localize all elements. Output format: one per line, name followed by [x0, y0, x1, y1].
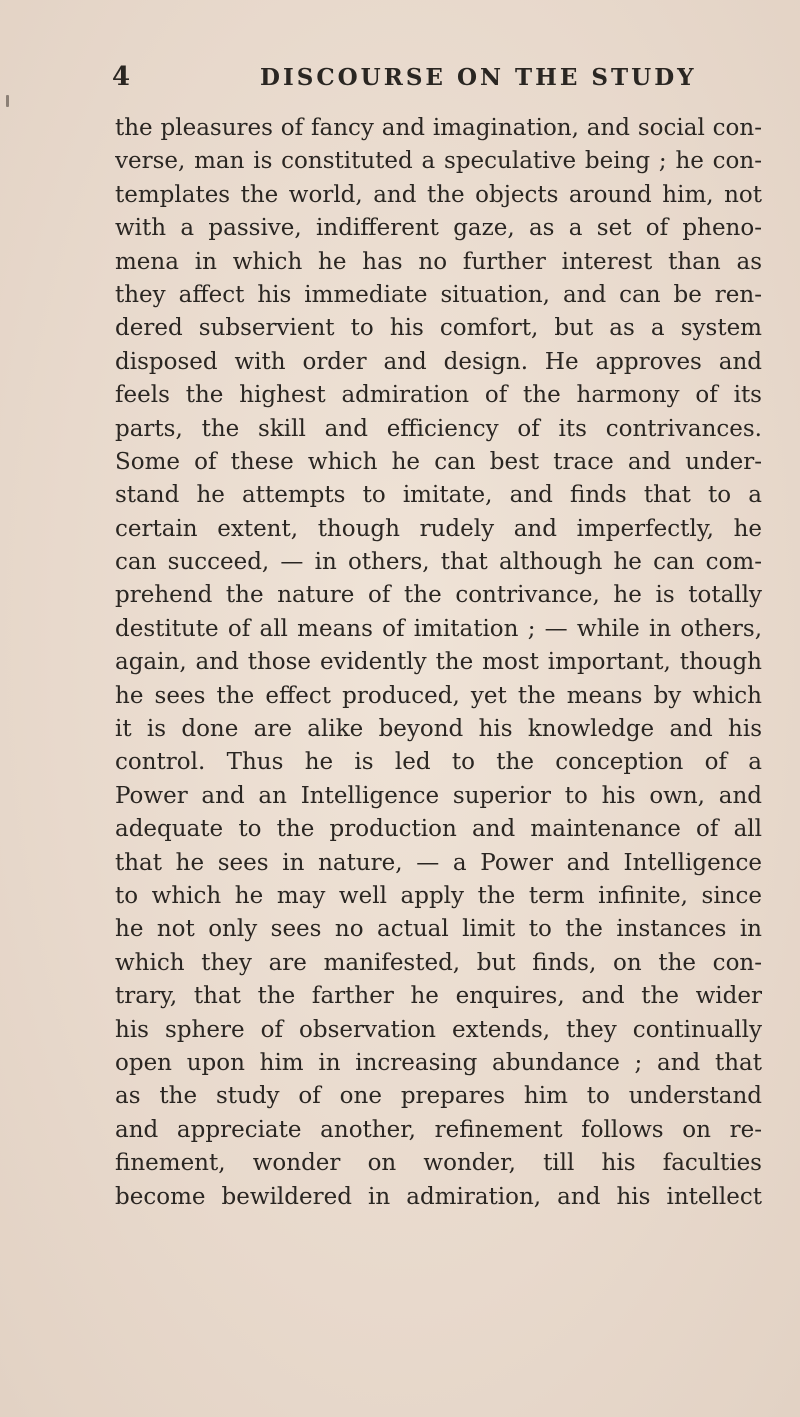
text-line: finement, wonder on wonder, till his faculties: [115, 1150, 762, 1177]
text-line: Power and an Intelligence superior to his own, and: [115, 782, 762, 809]
text-line: templates the world, and the objects around him, not: [115, 181, 762, 208]
text-line: open upon him in increasing abundance ; and that: [115, 1049, 762, 1076]
margin-mark: [6, 95, 9, 107]
text-line: control. Thus he is led to the conception of a: [115, 749, 762, 776]
text-line: to which he may well apply the term infinite, since: [115, 882, 762, 909]
text-line: become bewildered in admiration, and his intellect: [115, 1183, 762, 1210]
text-line: and appreciate another, refinement follows on re-: [115, 1116, 762, 1143]
text-line: which they are manifested, but finds, on the con-: [115, 949, 762, 976]
text-line: trary, that the farther he enquires, and the wider: [115, 983, 762, 1010]
text-line: that he sees in nature, — a Power and Intelligence: [115, 849, 762, 876]
text-line: with a passive, indifferent gaze, as a set of pheno-: [115, 215, 762, 242]
text-line: disposed with order and design. He approves and: [115, 348, 762, 375]
page-header: [112, 62, 762, 98]
text-line: can succeed, — in others, that although he can com-: [115, 549, 762, 576]
text-line: dered subservient to his comfort, but as a system: [115, 315, 762, 342]
text-line: he not only sees no actual limit to the instances in: [115, 916, 762, 943]
text-line: they affect his immediate situation, and can be ren-: [115, 281, 762, 308]
text-line: adequate to the production and maintenance of all: [115, 816, 762, 843]
text-line: certain extent, though rudely and imperfectly, he: [115, 515, 762, 542]
text-line: stand he attempts to imitate, and finds that to a: [115, 482, 762, 509]
page-number: 4: [112, 62, 131, 92]
text-line: his sphere of observation extends, they continually: [115, 1016, 762, 1043]
text-line: Some of these which he can best trace and under-: [115, 448, 762, 475]
text-line: it is done are alike beyond his knowledge and his: [115, 716, 762, 743]
text-line: destitute of all means of imitation ; — while in others,: [115, 615, 762, 642]
text-line: prehend the nature of the contrivance, he is totally: [115, 582, 762, 609]
text-line: parts, the skill and efficiency of its contrivances.: [115, 415, 762, 442]
text-line: again, and those evidently the most important, though: [115, 649, 762, 676]
body-text: [115, 112, 762, 1214]
text-line: verse, man is constituted a speculative being ; he con-: [115, 148, 762, 175]
text-line: as the study of one prepares him to understand: [115, 1083, 762, 1110]
text-line: he sees the effect produced, yet the means by which: [115, 682, 762, 709]
running-head: DISCOURSE ON THE STUDY: [260, 64, 697, 91]
text-line: feels the highest admiration of the harmony of its: [115, 382, 762, 409]
text-line: mena in which he has no further interest than as: [115, 248, 762, 275]
text-line: the pleasures of fancy and imagination, and social con-: [115, 115, 762, 141]
